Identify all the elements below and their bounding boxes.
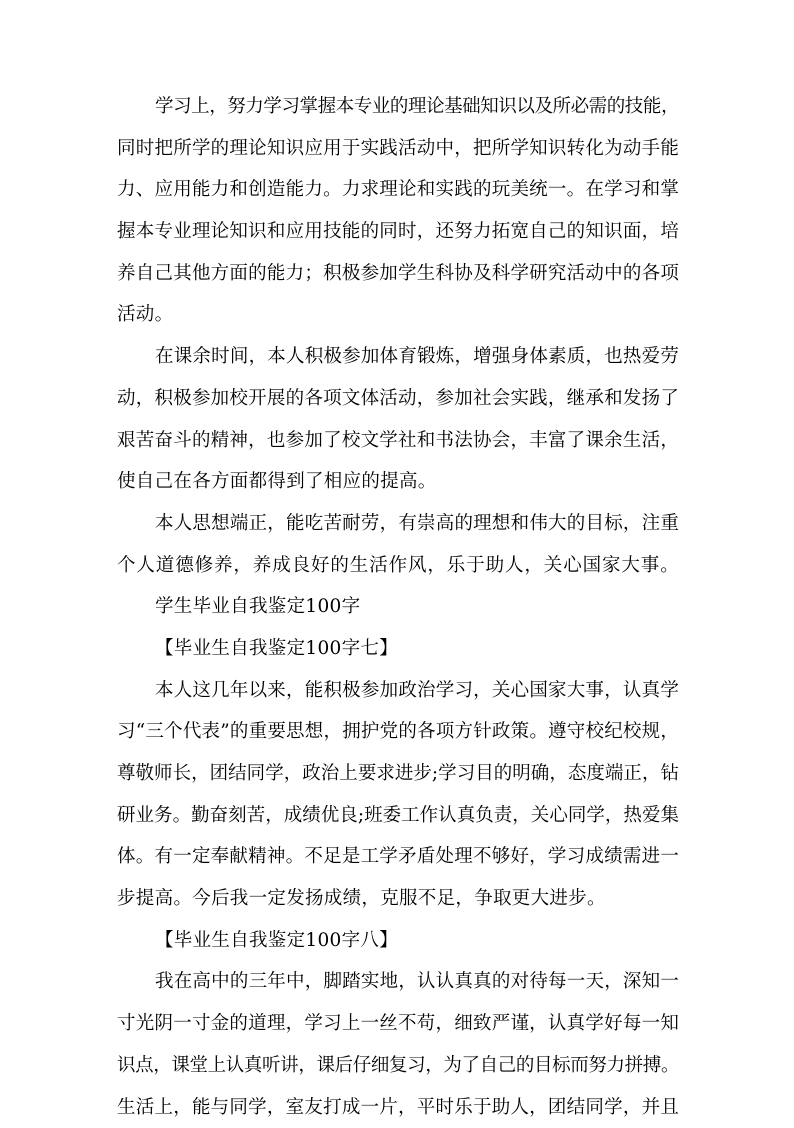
text-line: 学习上，努力学习掌握本专业的理论基础知识以及所必需的技能， — [117, 86, 679, 128]
section-title: 学生毕业自我鉴定100字 — [117, 586, 679, 628]
text-line: 寸光阴一寸金的道理，学习上一丝不苟，细致严谨，认真学好每一知 — [117, 1003, 679, 1045]
section-heading: 【毕业生自我鉴定100字八】 — [117, 920, 679, 962]
text-line: 握本专业理论知识和应用技能的同时，还努力拓宽自己的知识面，培 — [117, 211, 679, 253]
text-line: 动，积极参加校开展的各项文体活动，参加社会实践，继承和发扬了 — [117, 378, 679, 420]
text-line: 步提高。今后我一定发扬成绩，克服不足，争取更大进步。 — [117, 878, 679, 920]
document-body — [117, 86, 679, 1128]
text-line: 体。有一定奉献精神。不足是工学矛盾处理不够好，学习成绩需进一 — [117, 836, 679, 878]
text-line: 养自己其他方面的能力；积极参加学生科协及科学研究活动中的各项 — [117, 253, 679, 295]
text-line: 习“三个代表”的重要思想，拥护党的各项方针政策。遵守校纪校规， — [117, 711, 679, 753]
text-line: 生活上，能与同学，室友打成一片，平时乐于助人，团结同学，并且 — [117, 1087, 679, 1128]
section-heading: 【毕业生自我鉴定100字七】 — [117, 628, 679, 670]
text-line: 活动。 — [117, 294, 679, 336]
text-line: 我在高中的三年中，脚踏实地，认认真真的对待每一天，深知一 — [117, 961, 679, 1003]
text-line: 研业务。勤奋刻苦，成绩优良;班委工作认真负责，关心同学，热爱集 — [117, 795, 679, 837]
text-line: 尊敬师长，团结同学，政治上要求进步;学习目的明确，态度端正，钻 — [117, 753, 679, 795]
text-line: 识点，课堂上认真听讲，课后仔细复习，为了自己的目标而努力拼搏。 — [117, 1045, 679, 1087]
text-line: 力、应用能力和创造能力。力求理论和实践的玩美统一。在学习和掌 — [117, 169, 679, 211]
text-line: 同时把所学的理论知识应用于实践活动中，把所学知识转化为动手能 — [117, 128, 679, 170]
text-line: 本人这几年以来，能积极参加政治学习，关心国家大事，认真学 — [117, 670, 679, 712]
text-line: 艰苦奋斗的精神，也参加了校文学社和书法协会，丰富了课余生活， — [117, 420, 679, 462]
text-line: 本人思想端正，能吃苦耐劳，有崇高的理想和伟大的目标，注重 — [117, 503, 679, 545]
text-line: 在课余时间，本人积极参加体育锻炼，增强身体素质，也热爱劳 — [117, 336, 679, 378]
text-line: 使自己在各方面都得到了相应的提高。 — [117, 461, 679, 503]
text-line: 个人道德修养，养成良好的生活作风，乐于助人，关心国家大事。 — [117, 545, 679, 587]
